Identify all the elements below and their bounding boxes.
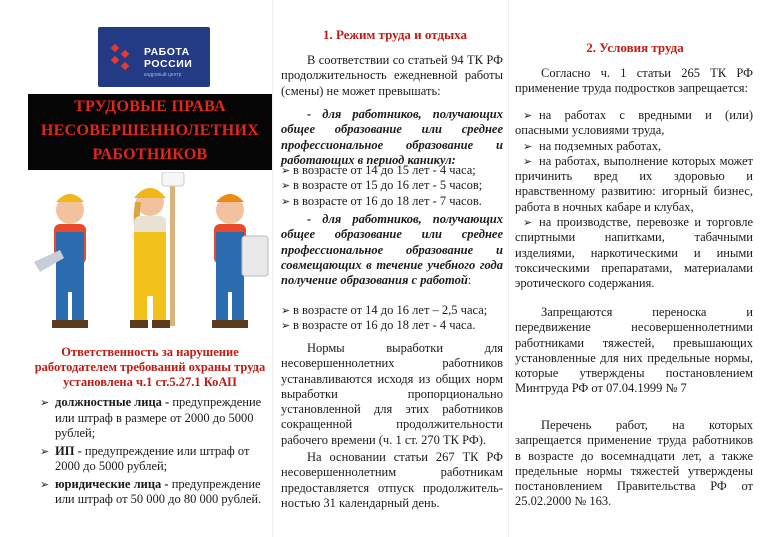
worker-left-figure bbox=[34, 194, 88, 328]
production-norms-paragraph: Нормы выработки для несовершеннолетних работников устанавливаются исходя из общих норм выработки пропорционально установленной для этих работников сокращенной продолжительности рабочего времени (ч. 1 ст. 270 ТК РФ). bbox=[281, 341, 503, 447]
arrow-bullet-icon: ➢ bbox=[523, 139, 533, 153]
responsibility-list bbox=[40, 395, 270, 510]
group2-title: - для работников, получающих общее образование или среднее профессиональное образование и совмещающих в течение учебного года получение образования с работой: bbox=[281, 212, 503, 288]
list-item: ➢ на работах с вредными и (или) опасными условиями труда, bbox=[515, 108, 753, 138]
logo-text-line3: кадровый центр bbox=[144, 72, 182, 78]
list-item: ➢ в возрасте от 14 до 16 лет – 2,5 часа; bbox=[281, 303, 488, 317]
prohibited-works-decree-paragraph: Перечень работ, на которых запрещается применение труда работников в возрасте до восемнадцати лет, а также предельные нормы тяжестей утверждены постановлением Правительства РФ от 25.02.2000 № 163. bbox=[515, 418, 753, 509]
leaflet-title bbox=[28, 94, 272, 170]
arrow-bullet-icon: ➢ bbox=[281, 304, 291, 317]
group2-list bbox=[281, 303, 507, 334]
arrow-bullet-icon: ➢ bbox=[523, 109, 533, 122]
arrow-bullet-icon: ➢ bbox=[281, 319, 291, 333]
arrow-bullet-icon: ➢ bbox=[523, 216, 533, 230]
arrow-bullet-icon: ➢ bbox=[40, 444, 50, 458]
responsibility-title: Ответственность за нарушение работодателем требований охраны труда установлена ч.1 ст.5.27.1 КоАП bbox=[34, 345, 266, 389]
title-line-2: НЕСОВЕРШЕННОЛЕТНИХ bbox=[40, 122, 260, 139]
list-item: ➢ юридические лица - предупреждение или штраф от 50 000 до 80 000 рублей. bbox=[40, 476, 262, 506]
arrow-bullet-icon: ➢ bbox=[523, 154, 533, 168]
list-item: ➢ в возрасте от 16 до 18 лет - 7 часов. bbox=[281, 193, 482, 208]
vacation-paragraph: На основании статьи 267 ТК РФ несовершеннолетним работникам предоставляется отпуск продолжитель-ностью 31 календарный день. bbox=[281, 450, 503, 510]
arrow-bullet-icon: ➢ bbox=[281, 194, 291, 208]
list-item: ➢ в возрасте от 16 до 18 лет - 4 часа. bbox=[281, 318, 476, 333]
prohibited-works-list bbox=[515, 108, 753, 292]
group1-list bbox=[281, 163, 507, 209]
list-item: ➢ на подземных работах, bbox=[523, 138, 662, 153]
title-line-1: ТРУДОВЫЕ ПРАВА bbox=[74, 98, 226, 115]
arrow-bullet-icon: ➢ bbox=[281, 164, 291, 177]
logo-mark-icon bbox=[106, 41, 140, 75]
list-item: ➢ на работах, выполнение которых может причинить вред их здоровью и нравственному развитию: игорный бизнес, работа в ночных кабаре и клубах, bbox=[515, 153, 753, 214]
worker-right-figure bbox=[212, 194, 268, 328]
list-item: ➢ в возрасте от 15 до 16 лет - 5 часов; bbox=[281, 178, 483, 193]
right-column bbox=[508, 0, 760, 537]
section2-heading: 2. Условия труда bbox=[586, 40, 684, 55]
left-column bbox=[0, 0, 272, 537]
list-item: ➢ в возрасте от 14 до 15 лет - 4 часа; bbox=[281, 163, 476, 177]
section2-intro: Согласно ч. 1 статьи 265 ТК РФ применение труда подростков запрещается: bbox=[515, 66, 753, 96]
logo-text-line2: РОССИИ bbox=[144, 58, 193, 70]
section1-intro: В соответствии со статьей 94 ТК РФ продолжительность ежедневной работы (смены) не может превышать: bbox=[281, 53, 503, 98]
list-item: ➢ на производстве, перевозке и торговле спиртными напитками, табачными изделиями, наркотическими и иными токсическими препаратами, материалами эротического содержания. bbox=[515, 215, 753, 291]
logo-text-line1: РАБОТА bbox=[144, 46, 190, 58]
group1-title: - для работников, получающих общее образование или среднее профессиональное образование и работающих в период каникул: bbox=[281, 107, 503, 167]
arrow-bullet-icon: ➢ bbox=[40, 396, 50, 409]
middle-column bbox=[272, 0, 509, 537]
young-workers-illustration bbox=[30, 172, 270, 332]
worker-middle-figure bbox=[130, 172, 184, 328]
title-line-3: РАБОТНИКОВ bbox=[92, 146, 208, 163]
rabota-rossii-logo[interactable] bbox=[98, 27, 210, 87]
arrow-bullet-icon: ➢ bbox=[281, 179, 291, 193]
carrying-weights-paragraph: Запрещаются переноска и передвижение несовершеннолетними работниками тяжестей, превышающих установленные для них предельные нормы, которые утверждены постановлением Минтруда РФ от 07.04.1999 № 7 bbox=[515, 305, 753, 396]
list-item: ➢ ИП - предупреждение или штраф от 2000 до 5000 рублей; bbox=[40, 443, 250, 473]
list-item: ➢ должностные лица - предупреждение или штраф в размере от 2000 до 5000 рублей; bbox=[40, 395, 262, 440]
section1-heading: 1. Режим труда и отдыха bbox=[322, 27, 467, 42]
arrow-bullet-icon: ➢ bbox=[40, 477, 50, 491]
